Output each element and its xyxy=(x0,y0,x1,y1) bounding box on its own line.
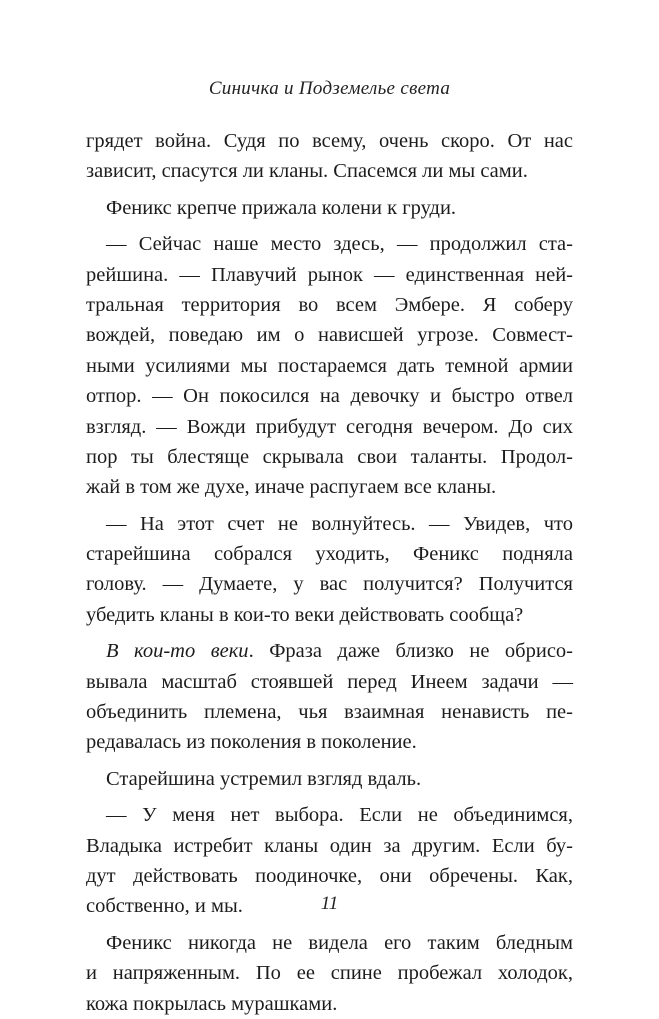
paragraph xyxy=(86,928,573,1019)
text-line: — Сейчас наше место здесь, — продолжил ста- xyxy=(106,233,573,256)
text-line: — На этот счет не волнуйтесь. — Увидев, что xyxy=(106,512,573,535)
paragraph xyxy=(86,229,573,503)
paragraph xyxy=(86,636,573,758)
body-text xyxy=(86,126,573,1019)
text-line: жай в том же духе, иначе распугаем все кланы. xyxy=(86,476,497,499)
text-line: Владыка истребит кланы один за другим. Если бу- xyxy=(86,834,573,857)
text-line xyxy=(86,636,573,666)
page-number: 11 xyxy=(320,893,339,914)
text-line: редавалась из поколения в поколение. xyxy=(86,731,417,754)
text-line: Феникс никогда не видела его таким бледным xyxy=(106,931,573,954)
italic-phrase: В кои-то веки xyxy=(106,640,249,663)
paragraph xyxy=(86,126,573,187)
text-line: объединить племена, чья взаимная ненависть пе- xyxy=(86,701,573,724)
text-line: пор ты блестяще скрывала свои таланты. Продол- xyxy=(86,445,573,468)
text-line: рейшина. — Плавучий рынок — единственная ней- xyxy=(86,263,573,286)
text-line: вождей, поведаю им о нависшей угрозе. Совмест- xyxy=(86,324,573,347)
text-line: собственно, и мы. xyxy=(86,895,243,918)
text-line: и напряженным. По ее спине пробежал холодок, xyxy=(86,962,573,985)
paragraph xyxy=(86,764,573,794)
text-line: грядет война. Судя по всему, очень скоро. От нас xyxy=(86,130,573,152)
text-line: голову. — Думаете, у вас получится? Получится xyxy=(86,573,573,596)
text-line: отпор. — Он покосился на девочку и быстро отвел xyxy=(86,385,573,408)
paragraph xyxy=(86,193,573,223)
paragraph xyxy=(86,509,573,631)
text-line: Старейшина устремил взгляд вдаль. xyxy=(106,767,422,790)
text-line: зависит, спасутся ли кланы. Спасемся ли мы сами. xyxy=(86,160,528,183)
running-title: Синичка и Подземелье света xyxy=(208,78,451,99)
text-line: дут действовать поодиночке, они обречены. Как, xyxy=(86,864,573,887)
text-line: ными усилиями мы постараемся дать темной армии xyxy=(86,354,573,377)
text-line: вывала масштаб стоявшей перед Инеем задачи — xyxy=(86,670,573,693)
text-fragment: . Фраза даже близко не обрисо- xyxy=(248,640,573,663)
text-line: взгляд. — Вожди прибудут сегодня вечером. До сих xyxy=(86,415,573,438)
text-line: убедить кланы в кои-то веки действовать сообща? xyxy=(86,603,524,626)
text-line: — У меня нет выбора. Если не объединимся, xyxy=(106,804,573,827)
text-line: старейшина собрался уходить, Феникс подняла xyxy=(86,543,573,566)
text-line: Феникс крепче прижала колени к груди. xyxy=(106,196,457,219)
text-line: тральная территория во всем Эмбере. Я соберу xyxy=(86,293,573,316)
text-line: кожа покрылась мурашками. xyxy=(86,992,338,1015)
